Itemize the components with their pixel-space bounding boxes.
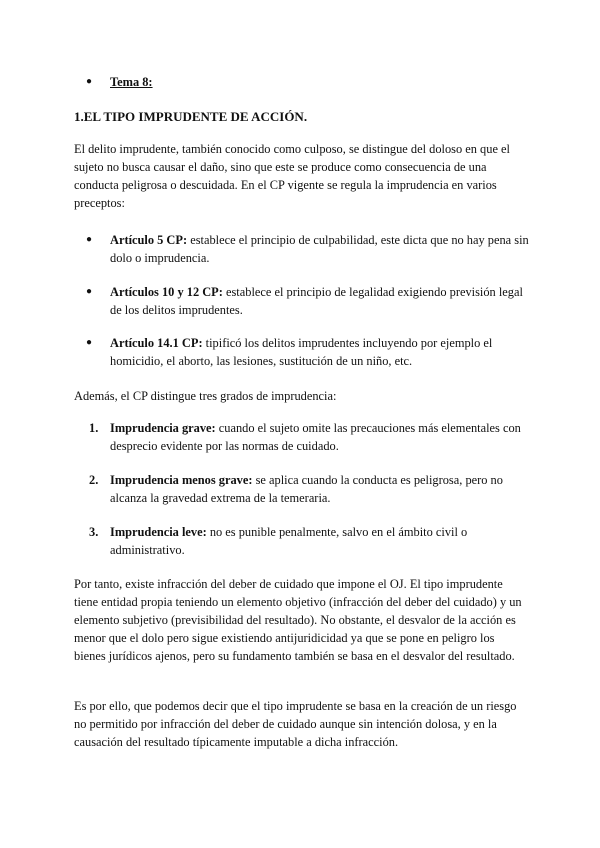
grade-text: no es punible penalmente, salvo en el ámbito civil o administrativo.: [110, 525, 468, 557]
bullet-icon: ●: [86, 234, 93, 245]
body-paragraph: Por tanto, existe infracción del deber de cuidado que impone el OJ. El tipo imprudente tiene entidad propia teniendo un elemento objetivo (infracción del deber del cuidado) y un elemento subjetivo (previsibilidad del resultado). No obstante, el desvalor de la acción es menor que el dolo pero sigue existiendo antijuridicidad ya que se pone en peligro los bienes jurídicos ajenos, pero su fundamento también se basa en el desvalor del resultado.: [74, 577, 522, 663]
grade-term: Imprudencia grave:: [110, 421, 216, 435]
article-item: [110, 231, 529, 267]
section-title: 1.EL TIPO IMPRUDENTE DE ACCIÓN.: [74, 109, 308, 124]
grade-text: cuando el sujeto omite las precauciones más elementales con desprecio evidente por las normas de cuidado.: [110, 421, 521, 453]
bullet-icon: ●: [86, 286, 93, 297]
article-item: [110, 334, 529, 370]
grade-text: se aplica cuando la conducta es peligrosa, pero no alcanza la gravedad extrema de la temeraria.: [110, 473, 503, 505]
bullet-icon: ●: [86, 76, 93, 87]
list-number: 2.: [89, 473, 99, 487]
grade-item: [110, 419, 529, 455]
list-number: 1.: [89, 421, 99, 435]
article-text: establece el principio de culpabilidad, este dicta que no hay pena sin dolo o imprudencia.: [110, 233, 529, 265]
article-text: tipificó los delitos imprudentes incluyendo por ejemplo el homicidio, el aborto, las lesiones, sustitución de un niño, etc.: [110, 336, 493, 368]
intro-paragraph: El delito imprudente, también conocido como culposo, se distingue del doloso en que el sujeto no busca causar el daño, sino que este se produce como consecuencia de una conducta peligrosa o descuidada. En el CP vigente se regula la imprudencia en varios preceptos:: [74, 142, 510, 210]
grades-intro: Además, el CP distingue tres grados de imprudencia:: [74, 389, 337, 403]
grade-term: Imprudencia leve:: [110, 525, 207, 539]
article-item: [110, 283, 529, 319]
grade-term: Imprudencia menos grave:: [110, 473, 253, 487]
grade-item: [110, 471, 529, 507]
bullet-icon: ●: [86, 337, 93, 348]
article-term: Artículos 10 y 12 CP:: [110, 285, 223, 299]
list-number: 3.: [89, 525, 99, 539]
body-paragraph: Es por ello, que podemos decir que el tipo imprudente se basa en la creación de un riesgo no permitido por infracción del deber de cuidado aunque sin intención dolosa, y en la causación del resultado típicamente imputable a dicha infracción.: [74, 699, 517, 749]
article-text: establece el principio de legalidad exigiendo previsión legal de los delitos imprudentes.: [110, 285, 523, 317]
article-term: Artículo 14.1 CP:: [110, 336, 203, 350]
article-term: Artículo 5 CP:: [110, 233, 188, 247]
topic-label: Tema 8:: [110, 75, 153, 89]
grade-item: [110, 523, 529, 559]
